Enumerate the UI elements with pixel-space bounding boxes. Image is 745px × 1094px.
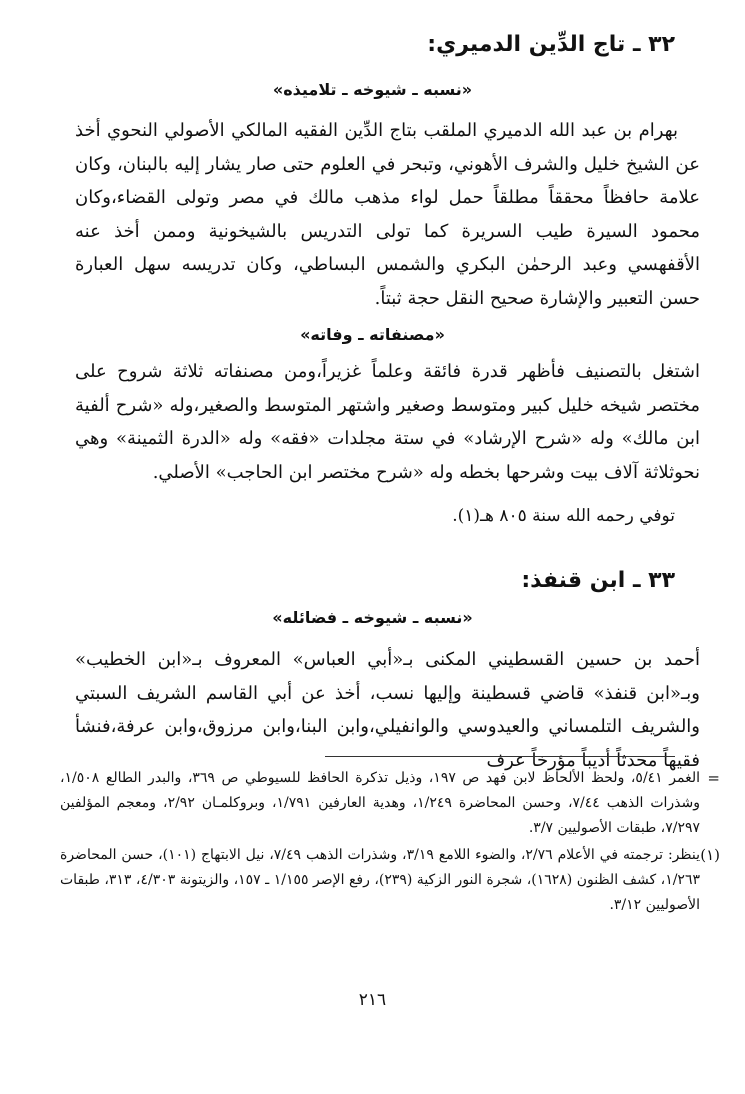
footnote-text: ينظر: ترجمته في الأعلام ٢/٧٦، والضوء اللامع ٣/١٩، وشذرات الذهب ٧/٤٩، نيل الابتهاج (١٠١)، حسن المحاضرة ١/٢٦٣، كشف الظنون (١٦٢٨)، شجرة النور الزكية (٢٣٩)، رفع الإصر ١/١٥٥ ـ ١٥٧، والزيتونة ٤/٣٠٣، ٣١٣، طبقات الأصوليين ٣/١٢. bbox=[60, 847, 701, 913]
paragraph-works bbox=[75, 355, 700, 489]
entry-title-32: ٣٢ ـ تاج الدِّين الدميري: bbox=[427, 32, 675, 57]
paragraph-text: أحمد بن حسين القسطيني المكنى بـ«أبي العباس» المعروف بـ«ابن الخطيب» وبـ«ابن قنفذ» قاضي قسطينة وإليها نسب، أخذ عن أبي القاسم الشريف السبتي والشريف التلمساني والعيدوسي والوانفيلي،وابن البنا،وابن مرزوق،وابن عرفة،فنشأ فقيهاً محدثاً أديباً مؤرخاً عرف bbox=[75, 649, 700, 771]
paragraph-text: بهرام بن عبد الله الدميري الملقب بتاج الدِّين الفقيه المالكي الأصولي النحوي أخذ عن الشيخ خليل والشرف الأهوني، وتبحر في العلوم حتى صار يشار إليه بالبنان، وكان علامة حافظاً محققاً مطلقاً حمل لواء مذهب مالك في مصر وتولى القضاء،وكان محمود السيرة طيب السريرة كما تولى التدريس بالشيخونية وممن أخذ عنه الأقفهسي وعبد الرحمٰن البكري والشمس البساطي، وكان تدريسه سهل العبارة حسن التعبير والإشارة صحيح النقل حجة ثبتاً. bbox=[75, 120, 700, 309]
paragraph-text: اشتغل بالتصنيف فأظهر قدرة فائقة وعلماً غزيراً،ومن مصنفاته ثلاثة شروح على مختصر شيخه خليل كبير ومتوسط وصغير واشتهر المتوسط والصغير،وله «شرح ألفية ابن مالك» وله «شرح الإرشاد» في ستة مجلدات «فقه» وله «الدرة الثمينة» وهي نحوثلاثة آلاف بيت وشرحها بخطه وله «شرح مختصر ابن الحاجب» الأصلي. bbox=[75, 361, 700, 483]
paragraph-biography bbox=[75, 114, 700, 315]
footnote-text: الغمر ٥/٤١، ولحظ الألحاظ لابن فهد ص ١٩٧، وذيل تذكرة الحافظ للسيوطي ص ٣٦٩، والبدر الطالع ١/٥٠٨، وشذرات الذهب ٧/٤٤، وحسن المحاضرة ١/٢٤٩، وهدية العارفين ١/٧٩١، وبروكلمـان ٢/٩٢، ومعجم المؤلفين ٧/٢٩٧، طبقات الأصوليين ٣/٧. bbox=[60, 770, 701, 836]
page-number: ٢١٦ bbox=[358, 990, 387, 1010]
footnote-1 bbox=[60, 843, 720, 918]
section-heading-works: «مصنفاته ـ وفاته» bbox=[300, 325, 445, 344]
section-heading-lineage: «نسبه ـ شيوخه ـ تلاميذه» bbox=[272, 80, 473, 99]
entry-title-33: ٣٣ ـ ابن قنفذ: bbox=[521, 568, 675, 593]
footnote-marker: = bbox=[707, 769, 720, 787]
footnote-continued bbox=[60, 766, 720, 841]
section-heading-lineage-2: «نسبه ـ شيوخه ـ فضائله» bbox=[272, 608, 473, 627]
death-note: توفي رحمه الله سنة ٨٠٥ هـ(١). bbox=[452, 506, 675, 526]
footnote-marker: (١) bbox=[700, 846, 720, 864]
footnote-separator bbox=[325, 756, 675, 757]
